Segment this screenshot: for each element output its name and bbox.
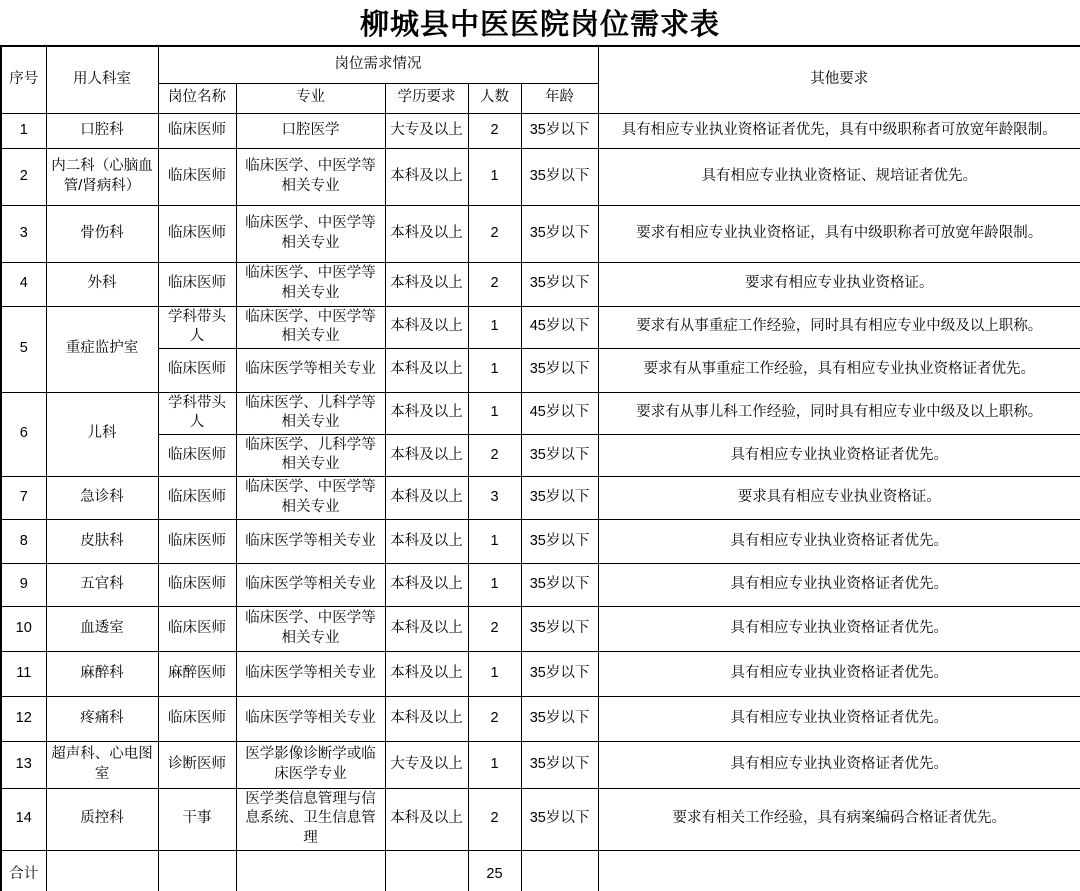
cell-edu: 本科及以上 xyxy=(385,788,468,850)
cell-age: 35岁以下 xyxy=(521,348,598,392)
cell-dept: 皮肤科 xyxy=(46,519,158,563)
cell-dept: 骨伤科 xyxy=(46,205,158,262)
cell-major: 临床医学等相关专业 xyxy=(236,563,385,606)
cell-other: 具有相应专业执业资格证者优先。 xyxy=(598,434,1080,476)
cell-dept: 口腔科 xyxy=(46,113,158,148)
cell-count: 2 xyxy=(468,696,521,741)
cell-post: 临床医师 xyxy=(158,148,236,205)
header-dept: 用人科室 xyxy=(46,46,158,113)
cell-other: 要求有相关工作经验，具有病案编码合格证者优先。 xyxy=(598,788,1080,850)
header-other: 其他要求 xyxy=(598,46,1080,113)
cell-other: 要求有相应专业执业资格证，具有中级职称者可放宽年龄限制。 xyxy=(598,205,1080,262)
header-age: 年龄 xyxy=(521,83,598,113)
cell-age: 35岁以下 xyxy=(521,788,598,850)
cell-age: 35岁以下 xyxy=(521,113,598,148)
cell-empty xyxy=(385,850,468,891)
job-requirements-table xyxy=(0,45,1080,891)
cell-major: 医学类信息管理与信息系统、卫生信息管理 xyxy=(236,788,385,850)
cell-edu: 本科及以上 xyxy=(385,392,468,434)
cell-edu: 本科及以上 xyxy=(385,306,468,348)
cell-age: 35岁以下 xyxy=(521,148,598,205)
cell-dept: 血透室 xyxy=(46,606,158,651)
cell-empty xyxy=(158,850,236,891)
cell-edu: 本科及以上 xyxy=(385,262,468,306)
table-row xyxy=(1,741,1080,788)
cell-no: 1 xyxy=(1,113,46,148)
table-row xyxy=(1,348,1080,392)
cell-other: 具有相应专业执业资格证者优先。 xyxy=(598,563,1080,606)
cell-post: 学科带头人 xyxy=(158,392,236,434)
cell-empty xyxy=(236,850,385,891)
header-post: 岗位名称 xyxy=(158,83,236,113)
cell-count: 1 xyxy=(468,563,521,606)
cell-empty xyxy=(46,850,158,891)
cell-other: 具有相应专业执业资格证、规培证者优先。 xyxy=(598,148,1080,205)
cell-major: 临床医学、中医学等相关专业 xyxy=(236,306,385,348)
table-row xyxy=(1,262,1080,306)
header-demand-group: 岗位需求情况 xyxy=(158,46,598,83)
cell-count: 2 xyxy=(468,788,521,850)
cell-post: 临床医师 xyxy=(158,696,236,741)
total-label: 合计 xyxy=(1,850,46,891)
header-no: 序号 xyxy=(1,46,46,113)
cell-other: 具有相应专业执业资格证者优先。 xyxy=(598,519,1080,563)
cell-major: 临床医学等相关专业 xyxy=(236,651,385,696)
table-row xyxy=(1,148,1080,205)
table-row xyxy=(1,606,1080,651)
page-title: 柳城县中医医院岗位需求表 xyxy=(359,9,720,41)
cell-edu: 本科及以上 xyxy=(385,205,468,262)
header-edu: 学历要求 xyxy=(385,83,468,113)
table-row xyxy=(1,476,1080,519)
cell-no: 13 xyxy=(1,741,46,788)
cell-other: 要求具有相应专业执业资格证。 xyxy=(598,476,1080,519)
cell-other: 要求有从事儿科工作经验，同时具有相应专业中级及以上职称。 xyxy=(598,392,1080,434)
cell-other: 具有相应专业执业资格证者优先。 xyxy=(598,651,1080,696)
cell-age: 35岁以下 xyxy=(521,434,598,476)
cell-major: 医学影像诊断学或临床医学专业 xyxy=(236,741,385,788)
cell-major: 临床医学、中医学等相关专业 xyxy=(236,148,385,205)
cell-post: 临床医师 xyxy=(158,563,236,606)
cell-count: 1 xyxy=(468,741,521,788)
table-row xyxy=(1,434,1080,476)
cell-major: 临床医学、中医学等相关专业 xyxy=(236,205,385,262)
cell-post: 干事 xyxy=(158,788,236,850)
cell-count: 2 xyxy=(468,262,521,306)
cell-dept: 质控科 xyxy=(46,788,158,850)
cell-post: 临床医师 xyxy=(158,519,236,563)
cell-no: 3 xyxy=(1,205,46,262)
cell-age: 35岁以下 xyxy=(521,519,598,563)
cell-dept: 重症监护室 xyxy=(46,306,158,392)
cell-edu: 本科及以上 xyxy=(385,563,468,606)
cell-count: 1 xyxy=(468,348,521,392)
cell-dept: 五官科 xyxy=(46,563,158,606)
cell-age: 45岁以下 xyxy=(521,306,598,348)
table-row xyxy=(1,392,1080,434)
cell-no: 14 xyxy=(1,788,46,850)
cell-no: 8 xyxy=(1,519,46,563)
cell-age: 35岁以下 xyxy=(521,563,598,606)
cell-edu: 本科及以上 xyxy=(385,476,468,519)
cell-count: 1 xyxy=(468,392,521,434)
cell-no: 7 xyxy=(1,476,46,519)
cell-age: 35岁以下 xyxy=(521,262,598,306)
cell-major: 临床医学等相关专业 xyxy=(236,696,385,741)
cell-no: 9 xyxy=(1,563,46,606)
cell-other: 要求有相应专业执业资格证。 xyxy=(598,262,1080,306)
cell-edu: 本科及以上 xyxy=(385,651,468,696)
cell-dept: 内二科（心脑血管/肾病科） xyxy=(46,148,158,205)
cell-count: 2 xyxy=(468,205,521,262)
cell-other: 具有相应专业执业资格证者优先，具有中级职称者可放宽年龄限制。 xyxy=(598,113,1080,148)
cell-other: 具有相应专业执业资格证者优先。 xyxy=(598,696,1080,741)
cell-post: 临床医师 xyxy=(158,113,236,148)
table-row xyxy=(1,696,1080,741)
cell-post: 麻醉医师 xyxy=(158,651,236,696)
header-major: 专业 xyxy=(236,83,385,113)
cell-major: 临床医学等相关专业 xyxy=(236,519,385,563)
header-count: 人数 xyxy=(468,83,521,113)
cell-age: 45岁以下 xyxy=(521,392,598,434)
table-row xyxy=(1,113,1080,148)
cell-edu: 本科及以上 xyxy=(385,696,468,741)
cell-count: 2 xyxy=(468,606,521,651)
cell-count: 1 xyxy=(468,651,521,696)
cell-edu: 本科及以上 xyxy=(385,148,468,205)
cell-major: 口腔医学 xyxy=(236,113,385,148)
cell-no: 4 xyxy=(1,262,46,306)
cell-age: 35岁以下 xyxy=(521,741,598,788)
cell-edu: 本科及以上 xyxy=(385,434,468,476)
cell-major: 临床医学、中医学等相关专业 xyxy=(236,476,385,519)
table-row xyxy=(1,563,1080,606)
cell-dept: 急诊科 xyxy=(46,476,158,519)
cell-count: 1 xyxy=(468,306,521,348)
cell-edu: 本科及以上 xyxy=(385,348,468,392)
cell-post: 临床医师 xyxy=(158,348,236,392)
header-row-1 xyxy=(1,46,1080,83)
cell-count: 1 xyxy=(468,519,521,563)
cell-major: 临床医学、中医学等相关专业 xyxy=(236,606,385,651)
cell-age: 35岁以下 xyxy=(521,606,598,651)
cell-dept: 外科 xyxy=(46,262,158,306)
cell-other: 具有相应专业执业资格证者优先。 xyxy=(598,741,1080,788)
table-row xyxy=(1,788,1080,850)
cell-major: 临床医学、中医学等相关专业 xyxy=(236,262,385,306)
cell-post: 临床医师 xyxy=(158,205,236,262)
cell-other: 要求有从事重症工作经验，同时具有相应专业中级及以上职称。 xyxy=(598,306,1080,348)
cell-dept: 麻醉科 xyxy=(46,651,158,696)
cell-count: 2 xyxy=(468,113,521,148)
cell-no: 10 xyxy=(1,606,46,651)
cell-age: 35岁以下 xyxy=(521,476,598,519)
cell-age: 35岁以下 xyxy=(521,205,598,262)
cell-major: 临床医学、儿科学等相关专业 xyxy=(236,392,385,434)
cell-no: 11 xyxy=(1,651,46,696)
cell-no: 5 xyxy=(1,306,46,392)
cell-dept: 疼痛科 xyxy=(46,696,158,741)
cell-age: 35岁以下 xyxy=(521,696,598,741)
table-row xyxy=(1,519,1080,563)
table-row xyxy=(1,205,1080,262)
cell-post: 临床医师 xyxy=(158,262,236,306)
cell-dept: 儿科 xyxy=(46,392,158,476)
cell-post: 学科带头人 xyxy=(158,306,236,348)
cell-other: 具有相应专业执业资格证者优先。 xyxy=(598,606,1080,651)
cell-major: 临床医学等相关专业 xyxy=(236,348,385,392)
cell-dept: 超声科、心电图室 xyxy=(46,741,158,788)
cell-major: 临床医学、儿科学等相关专业 xyxy=(236,434,385,476)
total-count: 25 xyxy=(468,850,521,891)
cell-post: 诊断医师 xyxy=(158,741,236,788)
cell-edu: 大专及以上 xyxy=(385,741,468,788)
cell-no: 6 xyxy=(1,392,46,476)
table-row xyxy=(1,306,1080,348)
cell-count: 2 xyxy=(468,434,521,476)
cell-empty xyxy=(598,850,1080,891)
cell-empty xyxy=(521,850,598,891)
cell-post: 临床医师 xyxy=(158,434,236,476)
cell-post: 临床医师 xyxy=(158,606,236,651)
total-row xyxy=(1,850,1080,891)
cell-edu: 大专及以上 xyxy=(385,113,468,148)
cell-other: 要求有从事重症工作经验，具有相应专业执业资格证者优先。 xyxy=(598,348,1080,392)
cell-post: 临床医师 xyxy=(158,476,236,519)
cell-edu: 本科及以上 xyxy=(385,606,468,651)
cell-no: 2 xyxy=(1,148,46,205)
cell-edu: 本科及以上 xyxy=(385,519,468,563)
cell-count: 1 xyxy=(468,148,521,205)
cell-age: 35岁以下 xyxy=(521,651,598,696)
table-row xyxy=(1,651,1080,696)
cell-count: 3 xyxy=(468,476,521,519)
cell-no: 12 xyxy=(1,696,46,741)
